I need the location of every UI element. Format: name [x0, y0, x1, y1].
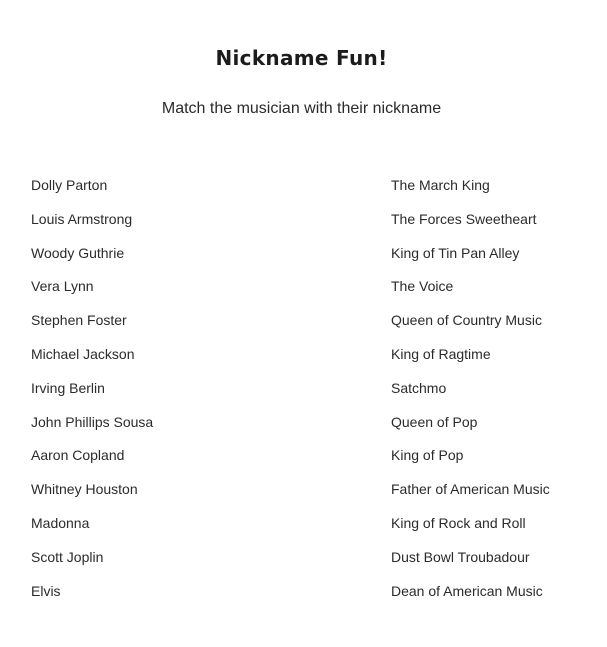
nickname-item: Dust Bowl Troubadour	[391, 548, 530, 565]
nickname-item: Queen of Pop	[391, 413, 478, 430]
nickname-item: The March King	[391, 177, 490, 193]
nickname-item: The Forces Sweetheart	[391, 210, 537, 227]
musician-item: Dolly Parton	[31, 177, 108, 193]
musician-item: Elvis	[31, 582, 61, 599]
nickname-item: King of Rock and Roll	[391, 514, 526, 531]
page-title: Nickname Fun!	[215, 46, 388, 70]
musician-item: Aaron Copland	[31, 447, 125, 464]
musician-item: Louis Armstrong	[31, 210, 133, 227]
nickname-item: Father of American Music	[391, 481, 550, 498]
musician-item: Whitney Houston	[31, 481, 138, 498]
musician-item: Madonna	[31, 514, 90, 531]
nickname-item: King of Tin Pan Alley	[391, 244, 520, 261]
musician-item: Vera Lynn	[31, 278, 94, 295]
nickname-item: King of Ragtime	[391, 345, 491, 362]
musician-item: Scott Joplin	[31, 548, 104, 565]
musician-item: Irving Berlin	[31, 379, 105, 396]
nickname-item: Dean of American Music	[391, 582, 543, 599]
nickname-item: Queen of Country Music	[391, 312, 542, 329]
nickname-list	[391, 176, 550, 615]
musician-list	[31, 176, 153, 615]
musician-item: Stephen Foster	[31, 312, 127, 329]
musician-item: Woody Guthrie	[31, 244, 125, 261]
nickname-item: King of Pop	[391, 447, 464, 464]
instructions: Match the musician with their nickname	[161, 100, 442, 117]
musician-item: Michael Jackson	[31, 345, 135, 362]
nickname-item: The Voice	[391, 278, 454, 295]
nickname-item: Satchmo	[391, 379, 447, 396]
musician-item: John Phillips Sousa	[31, 413, 154, 430]
